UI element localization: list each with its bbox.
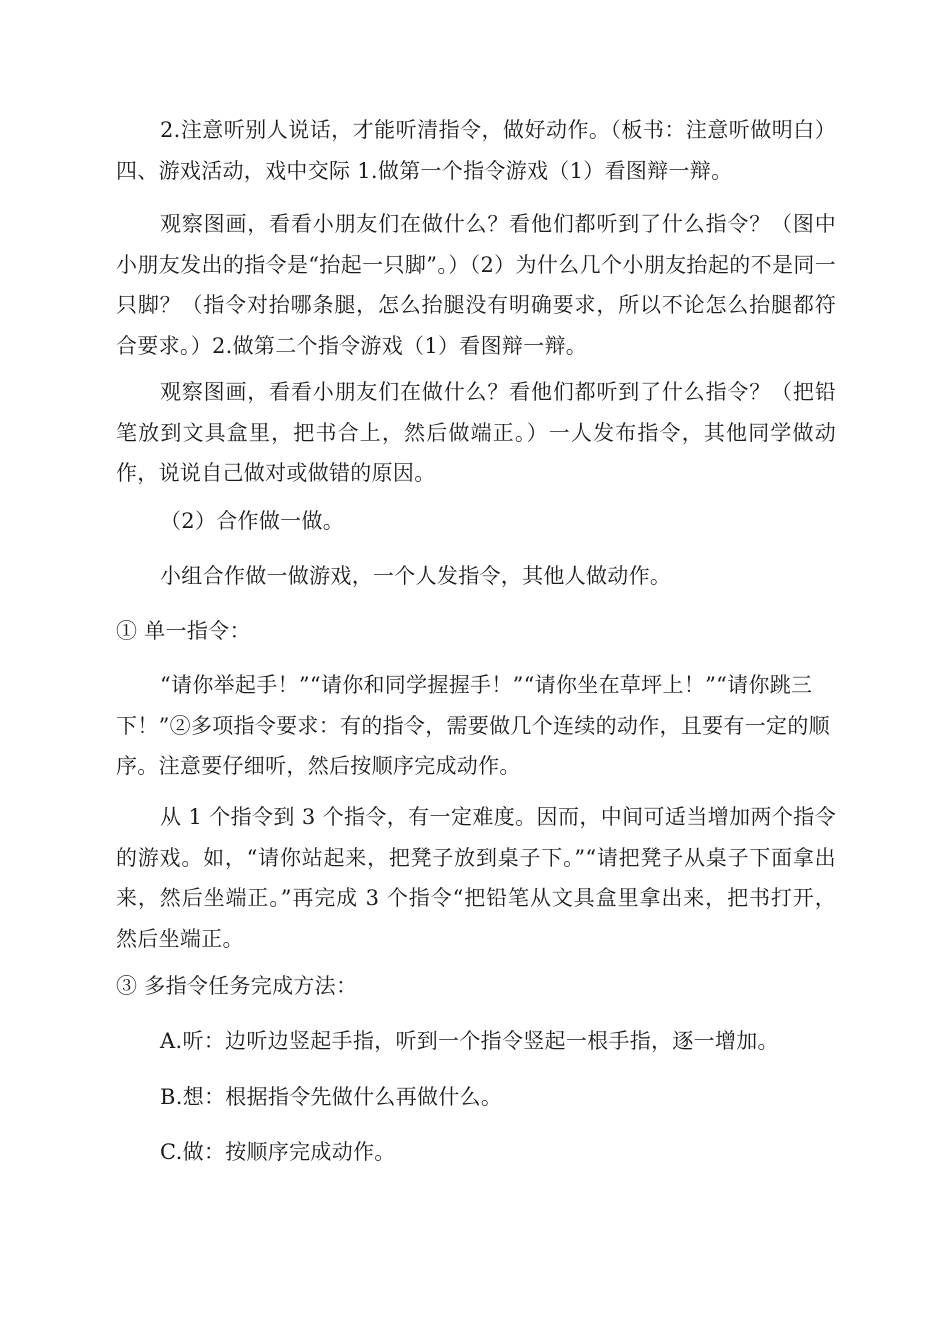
paragraph-method-heading: ③ 多指令任务完成方法： <box>116 974 358 998</box>
paragraph-method-think: B.想：根据指令先做什么再做什么。 <box>160 1085 503 1109</box>
paragraph-single-command-examples: “请你举起手！”“请你和同学握握手！”“请你坐在草坪上！”“请你跳三下！”②多项指令要求：有的指令，需要做几个连续的动作，且要有一定的顺序。注意要仔细听，然后按顺序完成动作。 <box>116 673 830 778</box>
paragraph-second-game: 观察图画，看看小朋友们在做什么？看他们都听到了什么指令？（把铅笔放到文具盒里，把书合上，然后做端正。）一人发布指令，其他同学做动作，说说自己做对或做错的原因。 <box>116 380 836 485</box>
paragraph-listening-rule: 2.注意听别人说话，才能听清指令，做好动作。（板书：注意听做明白）四、游戏活动，戏中交际 1.做第一个指令游戏（1）看图辩一辩。 <box>116 118 836 183</box>
paragraph-first-game: 观察图画，看看小朋友们在做什么？看他们都听到了什么指令？（图中小朋友发出的指令是“抬起一只脚”。）（2）为什么几个小朋友抬起的不是同一只脚？（指令对抬哪条腿，怎么抬腿没有明确要求，所以不论怎么抬腿都符合要求。）2.做第二个指令游戏（1）看图辩一辩。 <box>116 212 836 358</box>
paragraph-group-game: 小组合作做一做游戏，一个人发指令，其他人做动作。 <box>160 564 672 588</box>
paragraph-three-commands: 从 1 个指令到 3 个指令，有一定难度。因而，中间可适当增加两个指令的游戏。如，“请你站起来，把凳子放到桌子下。”“请把凳子从桌子下面拿出来，然后坐端正。”再完成 3 个指令“把铅笔从文具盒里拿出来，把书打开，然后坐端正。 <box>116 805 836 951</box>
paragraph-cooperate-heading: （2）合作做一做。 <box>160 509 345 533</box>
paragraph-single-command-heading: ① 单一指令： <box>116 619 251 643</box>
paragraph-method-do: C.做：按顺序完成动作。 <box>160 1140 396 1164</box>
paragraph-method-listen: A.听：边听边竖起手指，听到一个指令竖起一根手指，逐一增加。 <box>160 1029 779 1053</box>
